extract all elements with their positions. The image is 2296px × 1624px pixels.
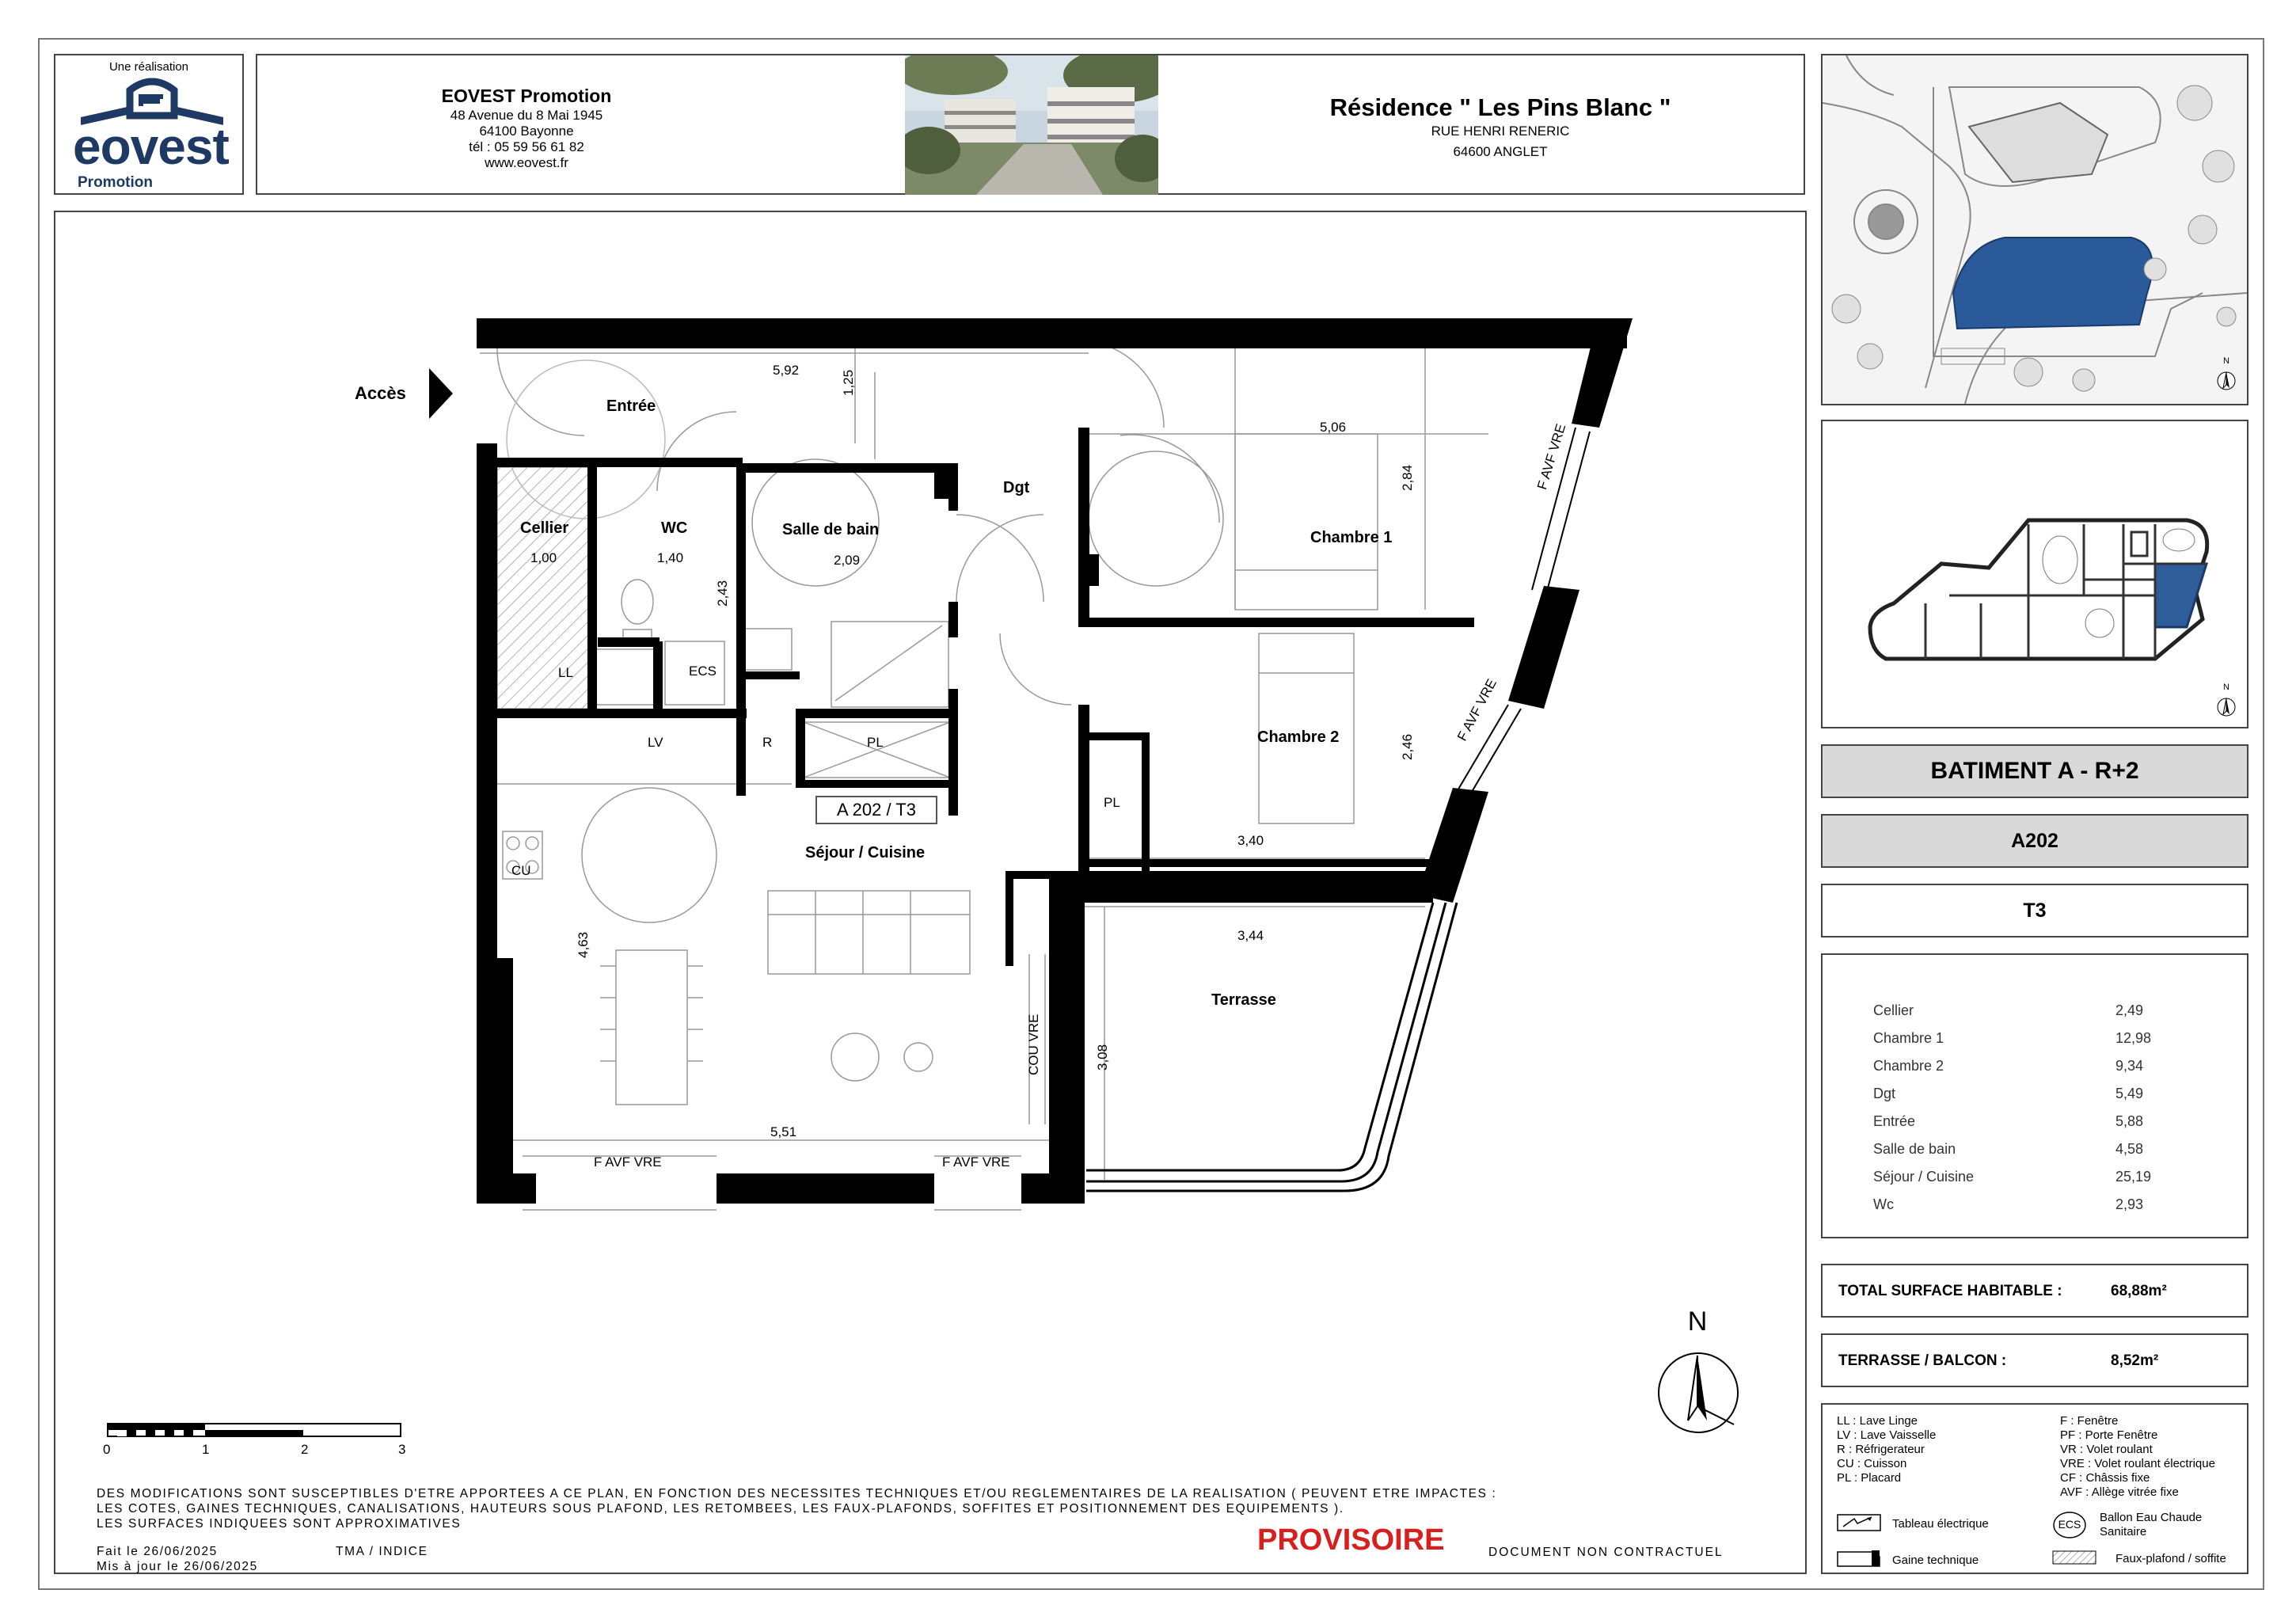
surface-row [1873, 1196, 2174, 1213]
status-provisoire: PROVISOIRE [1257, 1523, 1445, 1557]
legend-abbr-ll: LL : Lave Linge [1837, 1414, 1918, 1428]
total-surface-box [1821, 1264, 2248, 1318]
legend-abbr-f: F : Fenêtre [2060, 1414, 2119, 1428]
scale-label-2: 2 [301, 1442, 309, 1457]
fixture-ecs: ECS [689, 664, 717, 679]
disclaimer-line-1: DES MODIFICATIONS SONT SUSCEPTIBLES D'ETRE APPORTEES A CE PLAN, EN FONCTION DES NECESSITES TECHNIQUES ET/OU REGLEMENTAIRES DE LA REALISATION ( PEUVENT ETRE IMPACTES : [97, 1487, 1497, 1500]
site-map-north-letter: N [2223, 356, 2229, 366]
surface-room-name: Wc [1873, 1196, 1894, 1212]
unit-tag: A 202 / T3 [815, 796, 937, 824]
promoter-web: www.eovest.fr [485, 155, 568, 170]
logo-word: eovest [73, 118, 229, 175]
legend-abbr-vre: VRE : Volet roulant électrique [2060, 1457, 2215, 1470]
room-entree: Entrée [606, 397, 656, 415]
legend-abbr-pl: PL : Placard [1837, 1471, 1902, 1485]
surface-row [1873, 1086, 2174, 1102]
fixture-r: R [762, 735, 773, 750]
building-title: BATIMENT A - R+2 [1821, 744, 2248, 798]
key-plan [1823, 421, 2247, 727]
disclaimer-line-2: LES COTES, GAINES TECHNIQUES, CANALISATIONS, HAUTEURS SOUS PLAFOND, LES RETOMBEES, LES FAUX-PLAFONDS, SOFFITES ET POSITIONNEMENT DES EQUIPEMENTS ). [97, 1502, 1344, 1516]
north-compass-icon [1655, 1349, 1742, 1436]
fixture-pl-ch2: PL [1104, 795, 1120, 810]
access-label: Accès [355, 383, 406, 403]
room-wc: WC [661, 519, 688, 537]
room-chambre-2: Chambre 2 [1257, 728, 1340, 746]
unit-type: T3 [1821, 884, 2248, 938]
legend-ecs-line1: Ballon Eau Chaude [2100, 1511, 2203, 1524]
surface-room-name: Séjour / Cuisine [1873, 1169, 1975, 1185]
room-dgt: Dgt [1003, 479, 1030, 496]
surface-row [1873, 1058, 2174, 1074]
dim-2-84: 2,84 [1400, 464, 1415, 491]
surface-room-name: Entrée [1873, 1113, 1916, 1129]
surface-room-value: 12,98 [2115, 1030, 2152, 1046]
surface-room-value: 9,34 [2115, 1058, 2144, 1074]
legend-gaine-technique: Gaine technique [1892, 1554, 1979, 1567]
fixture-lv: LV [648, 735, 663, 750]
date-updated: Mis à jour le 26/06/2025 [97, 1560, 258, 1573]
dim-3-44: 3,44 [1237, 928, 1264, 943]
project-title: Résidence " Les Pins Blanc " [1329, 93, 1671, 121]
window-label-south-1: F AVF VRE [594, 1154, 662, 1170]
faux-plafond-icon [2052, 1550, 2096, 1566]
terrace-label: TERRASSE / BALCON : [1838, 1352, 2007, 1369]
surface-row [1873, 1141, 2174, 1158]
project-street: RUE HENRI RENERIC [1431, 124, 1570, 139]
terrace-value: 8,52m² [2111, 1352, 2159, 1369]
total-surface-label: TOTAL SURFACE HABITABLE : [1838, 1283, 2062, 1299]
scale-bar [106, 1422, 423, 1446]
unit-title: A202 [1821, 814, 2248, 868]
room-cellier: Cellier [520, 519, 569, 537]
window-label-cou-vre: COU VRE [1026, 1014, 1041, 1075]
scale-label-1: 1 [202, 1442, 210, 1457]
surface-room-name: Chambre 1 [1873, 1030, 1944, 1046]
dim-1-25: 1,25 [841, 369, 856, 396]
dim-1-00: 1,00 [530, 550, 557, 565]
legend-abbr-cf: CF : Châssis fixe [2060, 1471, 2150, 1485]
dim-2-43: 2,43 [715, 580, 730, 607]
dim-1-40: 1,40 [657, 550, 684, 565]
room-salle-de-bain: Salle de bain [782, 521, 880, 538]
surface-room-value: 2,93 [2115, 1196, 2144, 1212]
tableau-electrique-icon [1837, 1514, 1881, 1533]
site-map-north-icon [2217, 369, 2236, 393]
surface-room-value: 5,88 [2115, 1113, 2144, 1129]
dim-5-51: 5,51 [770, 1124, 797, 1139]
gaine-technique-icon [1837, 1547, 1881, 1568]
north-letter: N [1687, 1306, 1708, 1337]
legend-ecs-line2: Sanitaire [2100, 1525, 2147, 1538]
legend-abbr-vr: VR : Volet roulant [2060, 1443, 2153, 1456]
room-sejour-cuisine: Séjour / Cuisine [805, 844, 926, 861]
dim-5-92: 5,92 [773, 363, 800, 378]
scale-label-0: 0 [103, 1442, 111, 1457]
room-terrasse: Terrasse [1211, 991, 1276, 1009]
surface-table [1821, 953, 2248, 1238]
dim-5-06: 5,06 [1320, 420, 1347, 435]
surface-row [1873, 1002, 2174, 1019]
access-arrow-icon [429, 368, 453, 419]
scale-label-3: 3 [398, 1442, 406, 1457]
window-label-chambre-1: F AVF VRE [1534, 422, 1569, 492]
surface-room-value: 2,49 [2115, 1002, 2144, 1018]
surface-room-value: 5,49 [2115, 1086, 2144, 1101]
legend-abbr-cu: CU : Cuisson [1837, 1457, 1907, 1470]
key-plan-box [1821, 420, 2248, 728]
project-city: 64600 ANGLET [1453, 144, 1548, 159]
disclaimer-line-3: LES SURFACES INDIQUEES SONT APPROXIMATIVES [97, 1517, 462, 1531]
surface-room-value: 25,19 [2115, 1169, 2152, 1185]
surface-room-name: Salle de bain [1873, 1141, 1956, 1157]
legend-tableau-electrique: Tableau électrique [1892, 1517, 1989, 1531]
legend-abbr-pf: PF : Porte Fenêtre [2060, 1428, 2158, 1442]
surface-row [1873, 1169, 2174, 1185]
logo-sub: Promotion [78, 174, 153, 191]
legend-ecs-badge: ECS [2058, 1518, 2081, 1531]
legend-box [1821, 1403, 2248, 1574]
promoter-phone: tél : 05 59 56 61 82 [469, 139, 584, 154]
dim-3-08: 3,08 [1095, 1044, 1110, 1071]
key-plan-north-letter: N [2223, 683, 2229, 692]
dim-2-46: 2,46 [1400, 733, 1415, 760]
terrace-box [1821, 1333, 2248, 1387]
legend-abbr-avf: AVF : Allège vitrée fixe [2060, 1485, 2179, 1499]
window-label-south-2: F AVF VRE [942, 1154, 1010, 1170]
tma-indice: TMA / INDICE [336, 1545, 428, 1558]
promoter-address2: 64100 Bayonne [479, 124, 574, 139]
realisation-label: Une réalisation [108, 60, 189, 74]
surface-room-name: Chambre 2 [1873, 1058, 1944, 1074]
date-made: Fait le 26/06/2025 [97, 1545, 218, 1558]
window-label-chambre-2: F AVF VRE [1454, 676, 1500, 744]
key-plan-north-icon [2217, 695, 2236, 719]
legend-faux-plafond: Faux-plafond / soffite [2115, 1552, 2226, 1565]
fixture-pl-sdb: PL [867, 735, 884, 750]
dim-2-09: 2,09 [834, 553, 861, 568]
fixture-ll: LL [558, 665, 573, 680]
fixture-cu: CU [511, 863, 531, 878]
legend-abbr-r: R : Réfrigerateur [1837, 1443, 1925, 1456]
legend-abbr-lv: LV : Lave Vaisselle [1837, 1428, 1937, 1442]
site-map [1823, 55, 2247, 404]
room-chambre-1: Chambre 1 [1310, 529, 1393, 546]
surface-room-name: Dgt [1873, 1086, 1896, 1101]
surface-room-name: Cellier [1873, 1002, 1914, 1018]
site-map-box [1821, 54, 2248, 405]
document-non-contractuel: DOCUMENT NON CONTRACTUEL [1488, 1546, 1724, 1559]
dim-3-40: 3,40 [1237, 833, 1264, 848]
promoter-address1: 48 Avenue du 8 Mai 1945 [450, 108, 603, 123]
total-surface-value: 68,88m² [2111, 1283, 2167, 1299]
dim-4-63: 4,63 [576, 931, 591, 958]
surface-row [1873, 1030, 2174, 1047]
surface-room-value: 4,58 [2115, 1141, 2144, 1157]
promoter-name: EOVEST Promotion [441, 86, 612, 106]
surface-row [1873, 1113, 2174, 1130]
